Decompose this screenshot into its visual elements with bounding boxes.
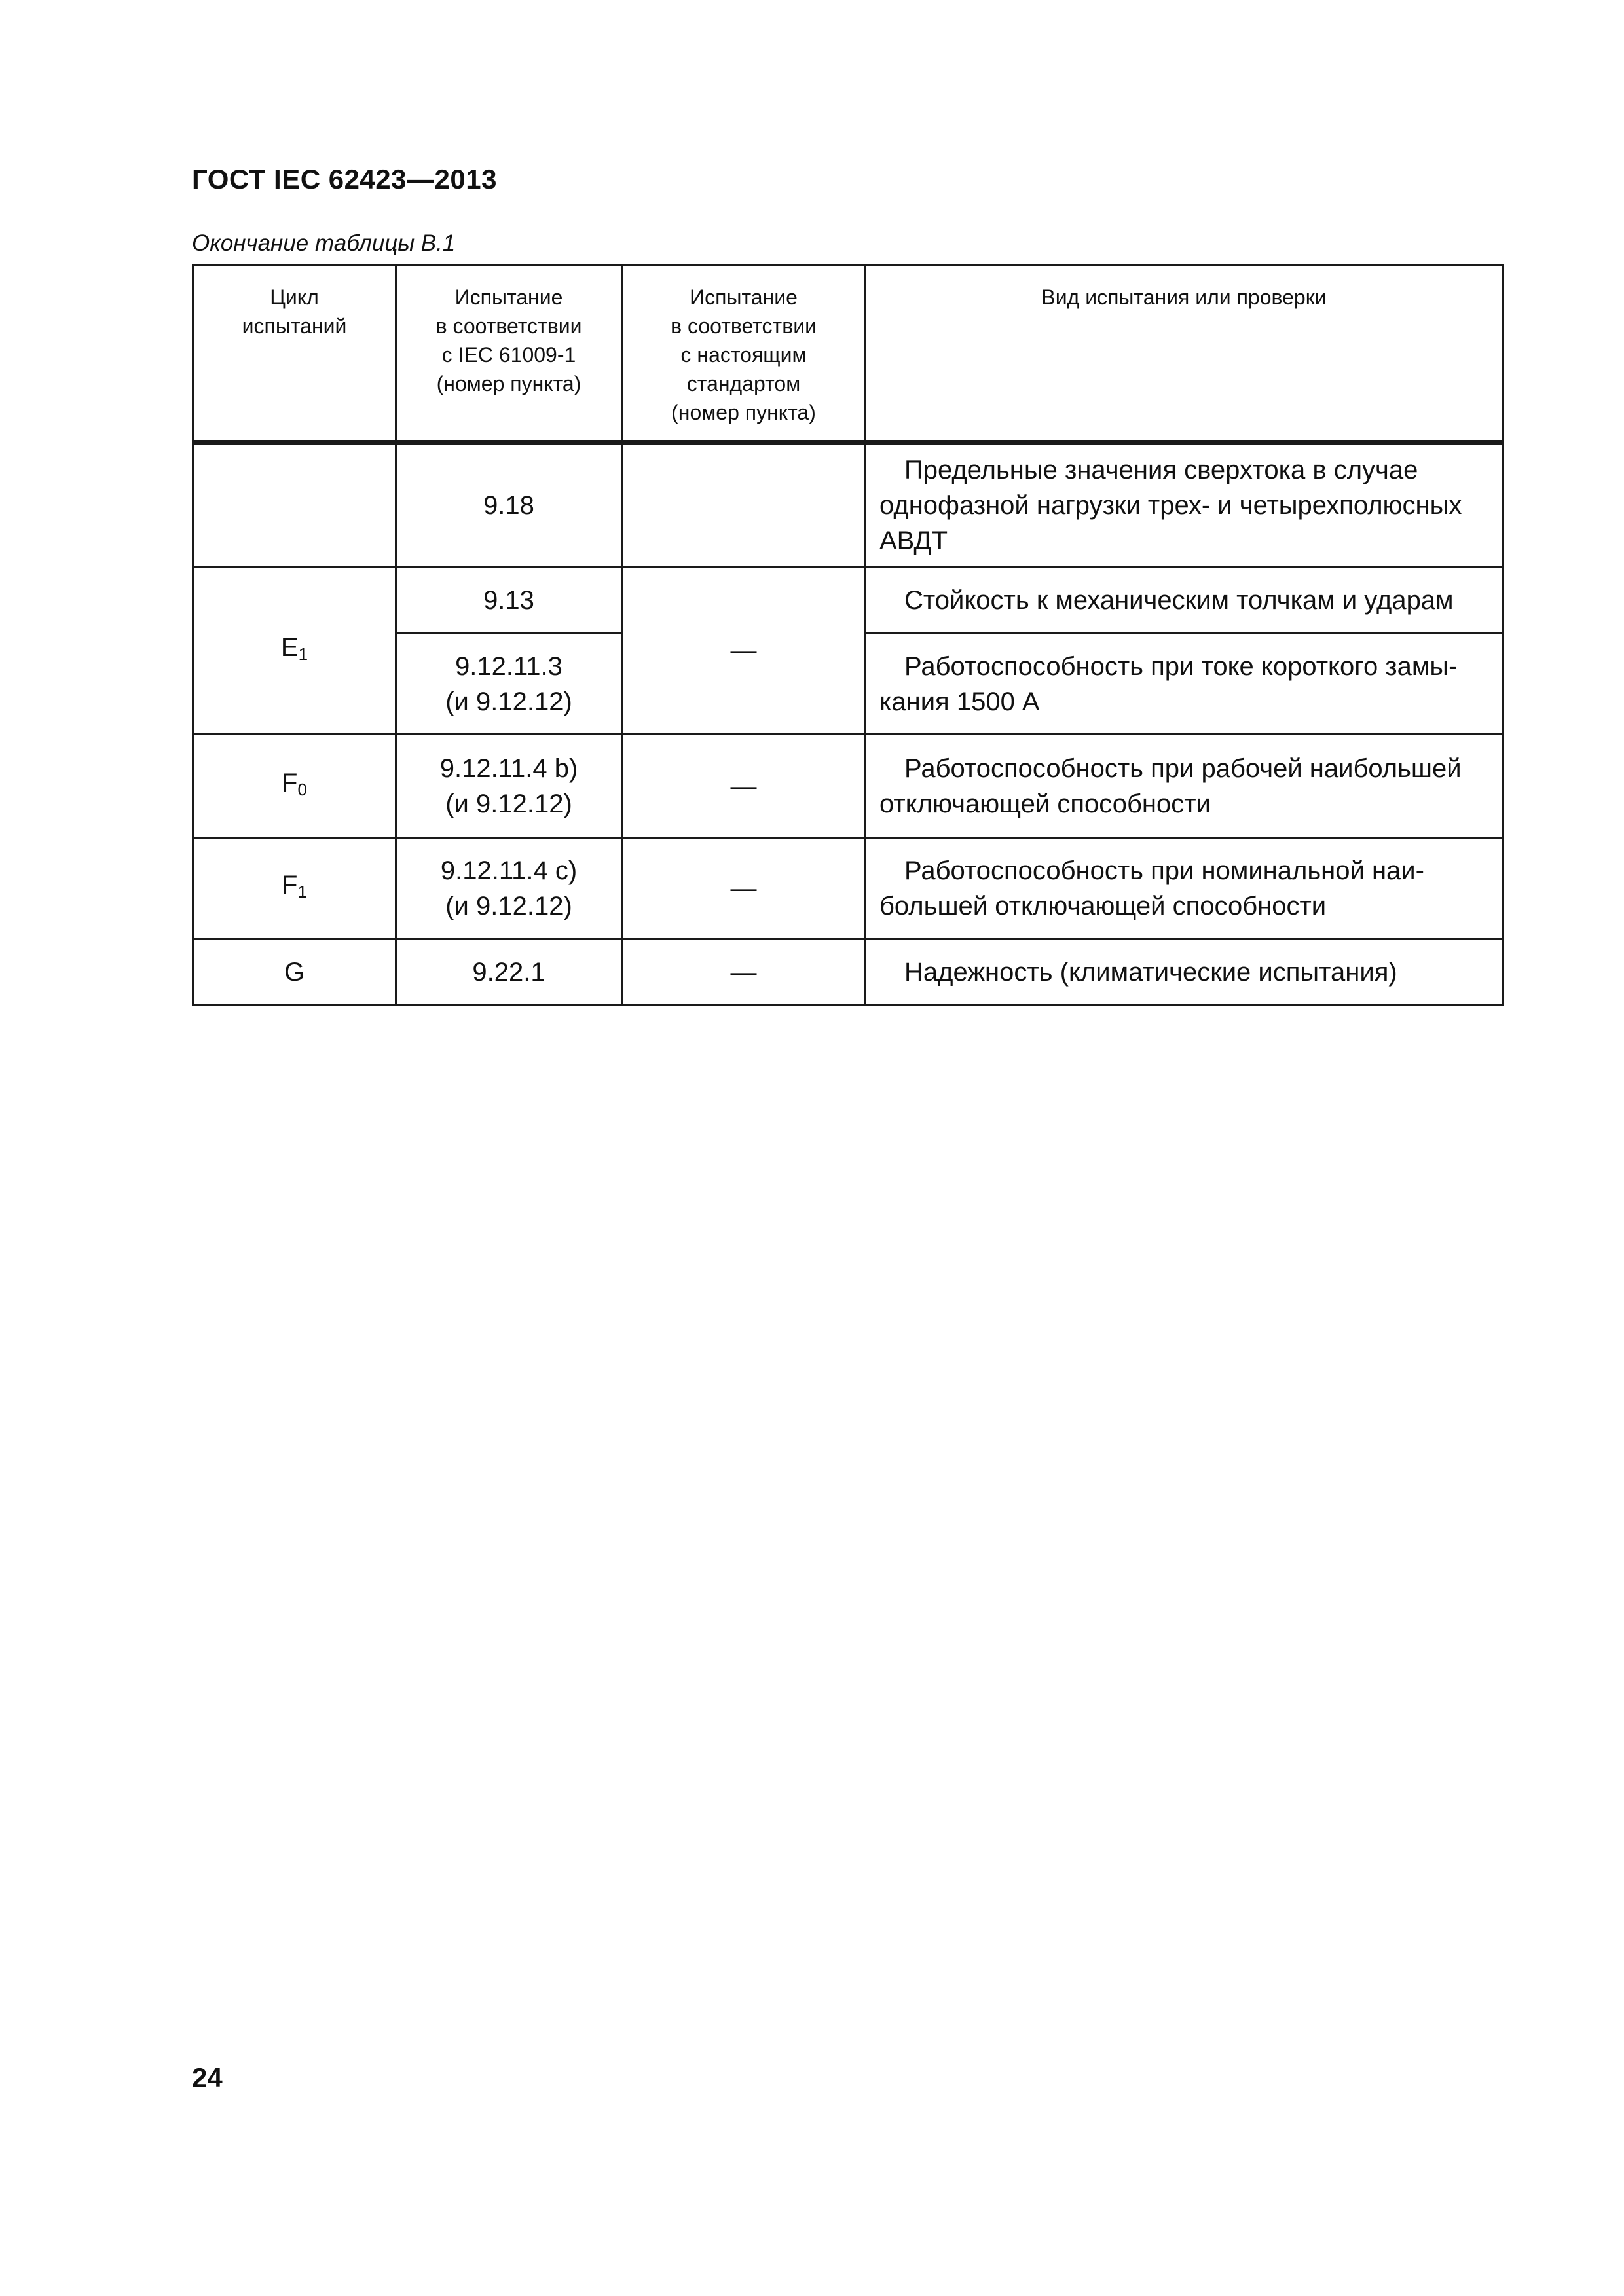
header-line: Испытание — [690, 285, 798, 309]
cell-line: 9.12.11.4 b) — [439, 754, 578, 783]
table-row — [193, 939, 1503, 1006]
cell-line: 9.12.11.3 — [455, 651, 563, 681]
header-line: в соответствии — [671, 314, 817, 338]
cell-text: Работоспособность при рабочей наибольшей — [904, 754, 1462, 783]
cell-cycle — [193, 443, 396, 568]
cell-line: кания 1500 А — [879, 687, 1040, 716]
cell-line — [879, 583, 1490, 618]
header-line: (номер пункта) — [436, 372, 581, 395]
cell-line: АВДТ — [879, 526, 948, 555]
test-cycles-table — [192, 264, 1504, 1006]
header-line: (номер пункта) — [671, 401, 816, 424]
cell-cycle — [193, 838, 396, 939]
header-line: Цикл — [270, 285, 319, 309]
cell-line: однофазной нагрузки трех- и четырехполюсных — [879, 491, 1462, 520]
cell-clause-iec — [396, 838, 622, 939]
header-line: испытаний — [242, 314, 347, 338]
cell-line: (и 9.12.12) — [445, 789, 572, 818]
cell-cycle — [193, 568, 396, 735]
header-line: Испытание — [454, 285, 563, 309]
cell-clause-standard — [622, 443, 866, 568]
table-row — [193, 735, 1503, 838]
cell-text: Предельные значения сверхтока в случае — [904, 456, 1418, 484]
cell-clause-standard: — — [622, 838, 866, 939]
header-line: Вид испытания или проверки — [1041, 285, 1327, 309]
header-clause-standard — [622, 265, 866, 443]
header-line: стандартом — [686, 372, 801, 395]
cell-line: отключающей способности — [879, 789, 1211, 818]
cell-description — [866, 634, 1503, 735]
page-number: 24 — [192, 2062, 223, 2093]
table-header-row — [193, 265, 1503, 443]
header-test-type — [866, 265, 1503, 443]
cell-text: Надежность (климатические испытания) — [904, 958, 1397, 987]
cell-clause-standard: — — [622, 735, 866, 838]
cell-text: Работоспособность при номинальной наи- — [904, 856, 1424, 885]
cell-line — [879, 853, 1490, 888]
cell-clause-iec — [396, 443, 622, 568]
cell-description — [866, 735, 1503, 838]
cell-text: Стойкость к механическим толчкам и ударам — [904, 586, 1454, 615]
cycle-subscript: 1 — [297, 882, 307, 902]
header-clause-iec — [396, 265, 622, 443]
table-row — [193, 568, 1503, 634]
cell-clause-iec — [396, 634, 622, 735]
cell-cycle — [193, 735, 396, 838]
cell-line: (и 9.12.12) — [445, 687, 572, 716]
cell-description — [866, 939, 1503, 1006]
cycle-letter: F — [282, 768, 298, 797]
cycle-subscript: 0 — [297, 779, 307, 799]
cell-text: Работоспособность при токе короткого замы- — [904, 651, 1458, 681]
header-cycle — [193, 265, 396, 443]
cell-clause-standard: — — [622, 939, 866, 1006]
cell-line: (и 9.12.12) — [445, 892, 572, 920]
cell-line — [879, 649, 1490, 684]
cell-line — [879, 452, 1490, 488]
header-line: в соответствии — [435, 314, 582, 338]
table-row — [193, 443, 1503, 568]
cell-line: 9.12.11.4 c) — [440, 856, 578, 885]
cell-line: 9.18 — [483, 491, 534, 520]
document-title: ГОСТ IEC 62423—2013 — [192, 164, 497, 194]
cycle-letter: E — [280, 633, 299, 662]
cycle-subscript: 1 — [298, 644, 308, 664]
cell-clause-iec — [396, 939, 622, 1006]
cell-line: большей отключающей способности — [879, 892, 1327, 920]
cell-clause-iec — [396, 568, 622, 634]
cycle-letter: F — [282, 871, 298, 900]
cell-cycle — [193, 939, 396, 1006]
cell-description — [866, 838, 1503, 939]
cell-description — [866, 443, 1503, 568]
cell-line: 9.22.1 — [472, 958, 545, 987]
cell-description — [866, 568, 1503, 634]
cell-clause-iec — [396, 735, 622, 838]
cell-line — [879, 955, 1490, 990]
cell-clause-standard: — — [622, 568, 866, 735]
cell-line — [879, 751, 1490, 786]
cycle-letter: G — [284, 958, 305, 987]
table-caption: Окончание таблицы В.1 — [192, 230, 456, 256]
table-row — [193, 838, 1503, 939]
header-line: с настоящим — [680, 343, 807, 367]
cell-line: 9.13 — [483, 586, 534, 615]
header-line: с IEC 61009-1 — [441, 343, 576, 367]
